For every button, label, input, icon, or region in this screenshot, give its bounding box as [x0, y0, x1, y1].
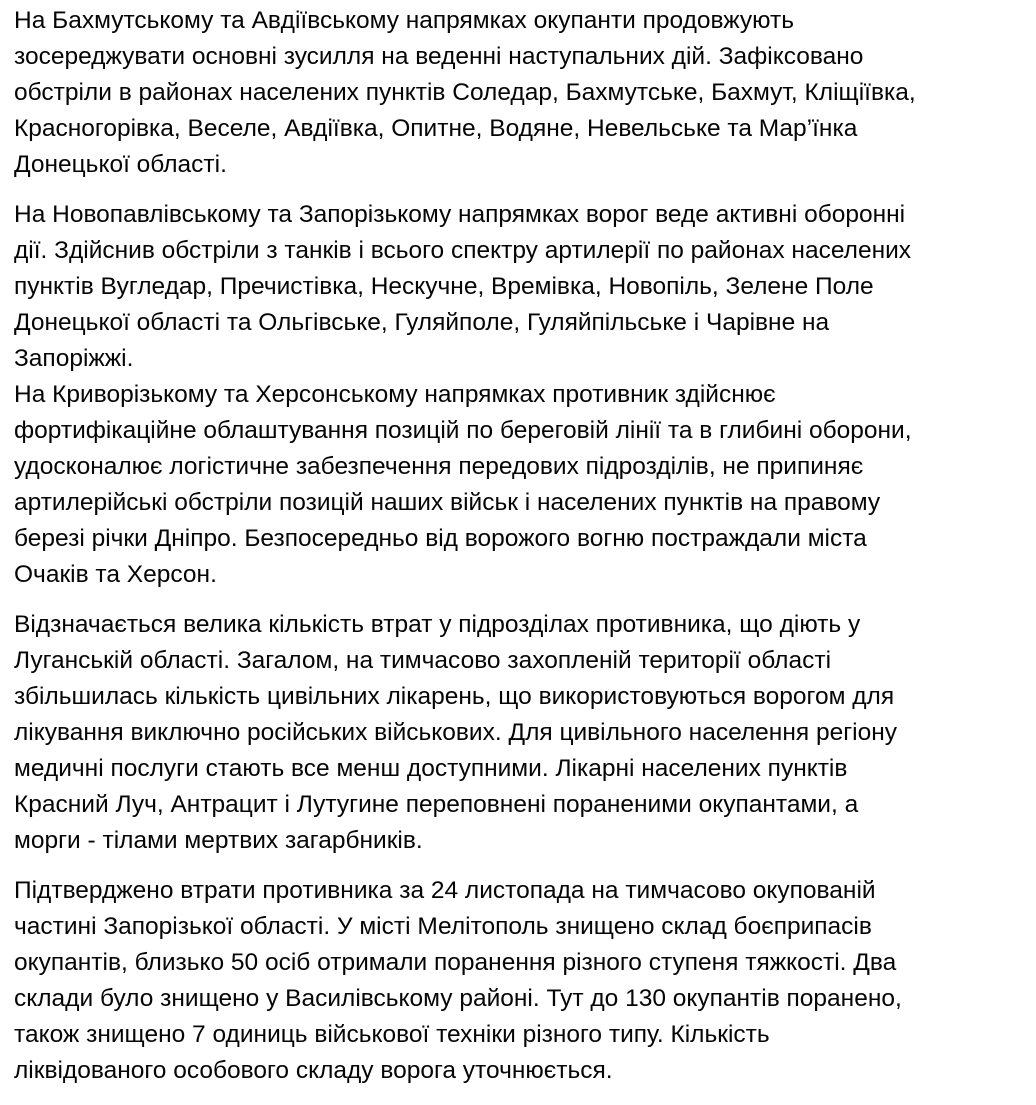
text-line: склади було знищено у Василівському районі. Тут до 130 окупантів поранено, — [14, 985, 902, 1012]
text-line: На Бахмутському та Авдіївському напрямках окупанти продовжують — [14, 7, 794, 34]
text-line: На Криворізькому та Херсонському напрямках противник здійснює — [14, 381, 776, 408]
text-line: зосереджувати основні зусилля на веденні наступальних дій. Зафіксовано — [14, 43, 864, 70]
text-line: обстріли в районах населених пунктів Соледар, Бахмутське, Бахмут, Кліщіївка, — [14, 79, 916, 106]
paragraph-bakhmut-avdiivka — [14, 3, 1022, 183]
text-line: пунктів Вугледар, Пречистівка, Нескучне, Времівка, Новопіль, Зелене Поле — [14, 273, 874, 300]
text-line: Очаків та Херсон. — [14, 561, 217, 588]
text-line: дії. Здійснив обстріли з танків і всього спектру артилерії по районах населених — [14, 237, 912, 264]
text-line: Підтверджено втрати противника за 24 листопада на тимчасово окупованій — [14, 877, 876, 904]
text-line: лікування виключно російських військових. Для цивільного населення регіону — [14, 719, 897, 746]
text-line: збільшилась кількість цивільних лікарень, що використовуються ворогом для — [14, 683, 895, 710]
text-line: ліквідованого особового складу ворога уточнюється. — [14, 1057, 613, 1084]
paragraph-novopavlivka-zaporizhzhia-kryvyi-rih — [14, 197, 1022, 593]
text-line: медичні послуги стають все менш доступними. Лікарні населених пунктів — [14, 755, 848, 782]
text-line: частині Запорізької області. У місті Мелітополь знищено склад боєприпасів — [14, 913, 872, 940]
text-line: удосконалює логістичне забезпечення передових підрозділів, не припиняє — [14, 453, 864, 480]
text-line: Красногорівка, Веселе, Авдіївка, Опитне, Водяне, Невельське та Мар’їнка — [14, 115, 858, 142]
paragraph-melitopol — [14, 873, 1022, 1089]
text-line: Запоріжжі. — [14, 345, 134, 372]
text-line: фортифікаційне облаштування позицій по береговій лінії та в глибині оборони, — [14, 417, 912, 444]
text-line: Відзначається велика кількість втрат у підрозділах противника, що діють у — [14, 611, 861, 638]
text-line: Донецької області та Ольгівське, Гуляйполе, Гуляйпільське і Чарівне на — [14, 309, 830, 336]
text-line: На Новопавлівському та Запорізькому напрямках ворог веде активні оборонні — [14, 201, 906, 228]
text-line: березі річки Дніпро. Безпосередньо від ворожого вогню постраждали міста — [14, 525, 867, 552]
text-line: артилерійські обстріли позицій наших військ і населених пунктів на правому — [14, 489, 881, 516]
post-text — [0, 3, 1036, 1089]
text-line: Луганській області. Загалом, на тимчасово захопленій території області — [14, 647, 832, 674]
paragraph-luhansk — [14, 607, 1022, 859]
text-line: також знищено 7 одиниць військової техніки різного типу. Кількість — [14, 1021, 770, 1048]
text-line: морги - тілами мертвих загарбників. — [14, 827, 423, 854]
text-line: окупантів, близько 50 осіб отримали поранення різного ступеня тяжкості. Два — [14, 949, 897, 976]
text-line: Красний Луч, Антрацит і Лутугине переповнені пораненими окупантами, а — [14, 791, 859, 818]
text-line: Донецької області. — [14, 151, 227, 178]
